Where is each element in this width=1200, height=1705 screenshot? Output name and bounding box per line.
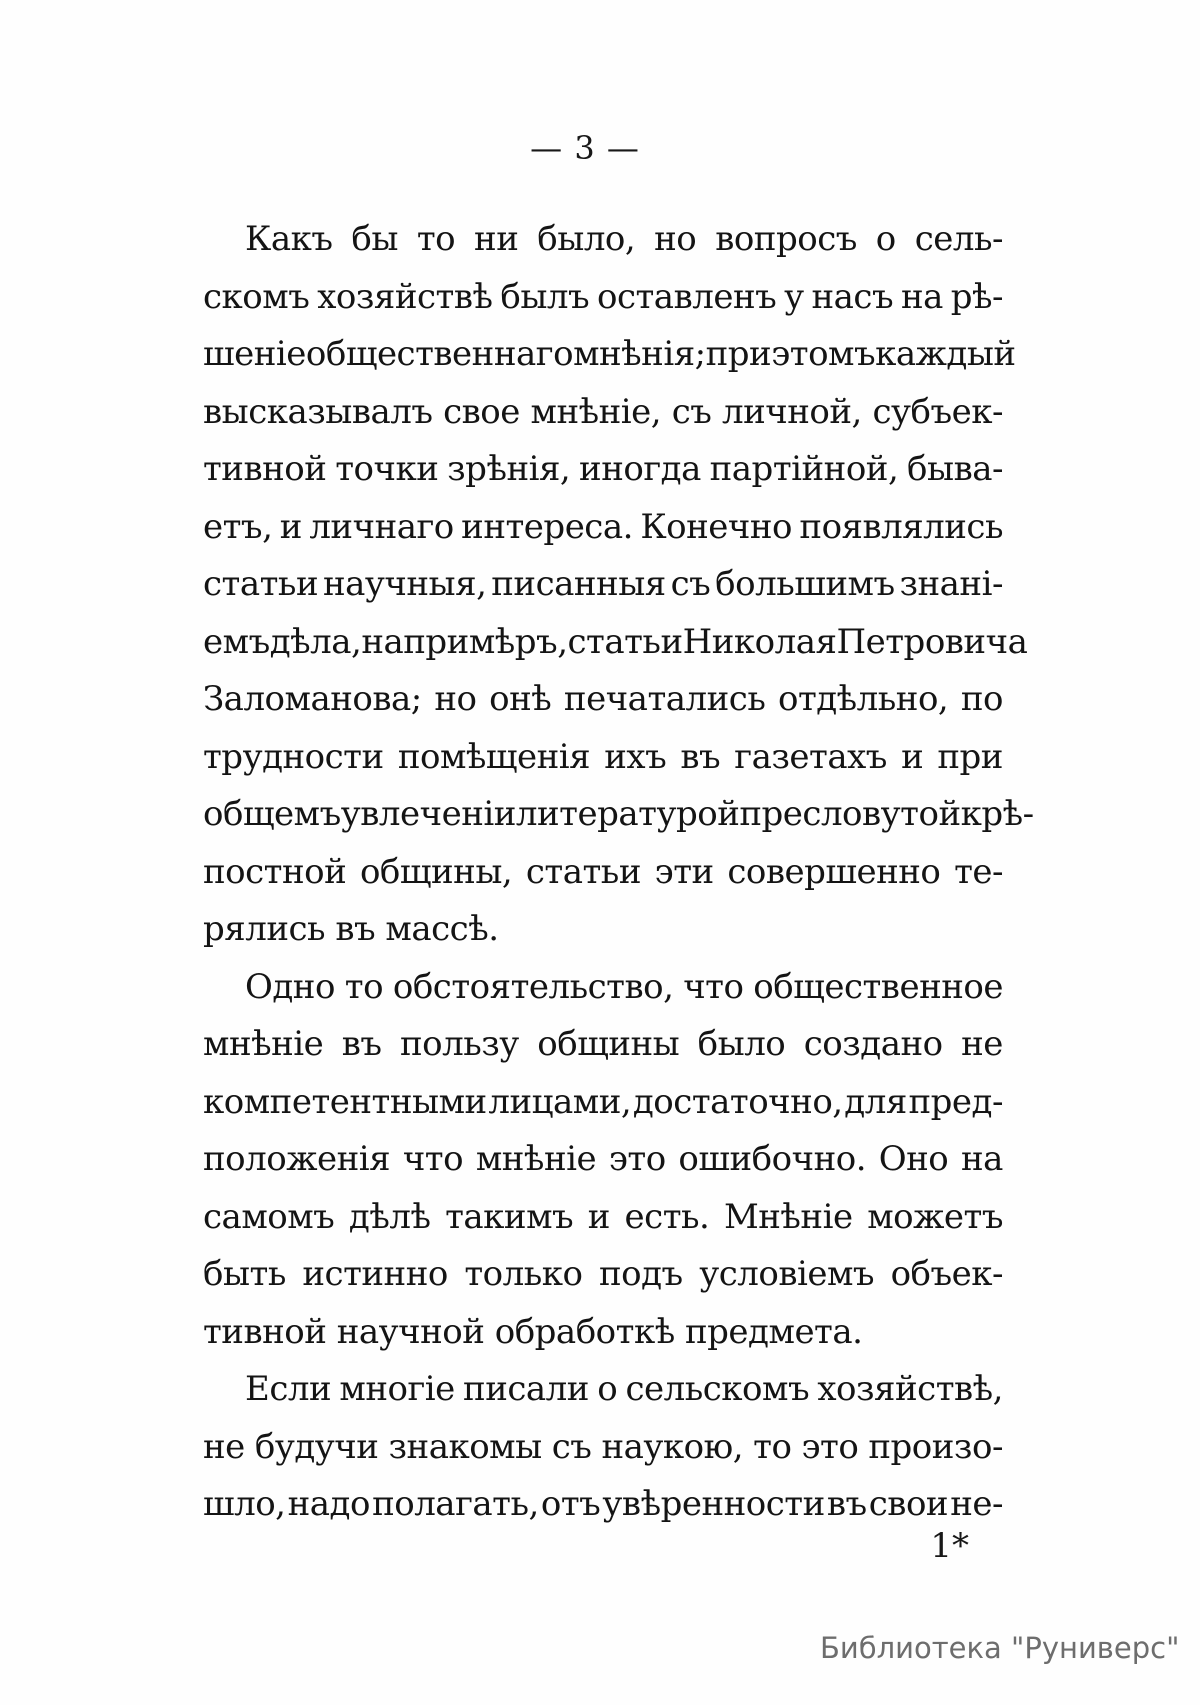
text-line: трудности помѣщенія ихъ въ газетахъ и при — [203, 736, 1003, 777]
text-line: Если многіе писали о сельскомъ хозяйствѣ, — [245, 1369, 1003, 1409]
text-line: самомъ дѣлѣ такимъ и есть. Мнѣніе можетъ — [203, 1196, 1003, 1237]
text-line: шло, надо полагать, отъ увѣренности въ свои не- — [203, 1484, 1003, 1524]
text-line: быть истинно только подъ условіемъ объек- — [203, 1254, 1003, 1294]
text-line: высказывалъ свое мнѣніе, съ личной, субъек- — [203, 391, 1003, 432]
text-line: статьи научныя, писанныя съ большимъ знані- — [203, 564, 1003, 604]
library-watermark: Библиотека "Руниверс" — [820, 1631, 1180, 1665]
text-line: не будучи знакомы съ наукою, то это произо- — [203, 1426, 1003, 1467]
signature-mark: 1* — [930, 1526, 969, 1566]
text-line: компетентными лицами, достаточно, для пред- — [203, 1081, 1003, 1122]
text-line: Заломанова; но онѣ печатались отдѣльно, по — [203, 679, 1003, 719]
text-line: общемъ увлеченіи литературой пресловутой крѣ- — [203, 794, 1034, 834]
text-line: емъ дѣла, напримѣръ, статьи Николая Петровича — [203, 621, 1028, 662]
page-number: — 3 — — [530, 129, 640, 167]
text-line: шеніе общественнаго мнѣнія; при этомъ каждый — [203, 334, 1016, 374]
text-line: Одно то обстоятельство, что общественное — [245, 966, 1003, 1007]
text-line: етъ, и личнаго интереса. Конечно появлялись — [203, 506, 1003, 547]
text-line: постной общины, статьи эти совершенно те- — [203, 851, 1003, 892]
text-line: рялись въ массѣ. — [203, 909, 499, 949]
text-line: положенія что мнѣніе это ошибочно. Оно на — [203, 1139, 1003, 1179]
text-line: тивной точки зрѣнія, иногда партійной, быва- — [203, 449, 1003, 489]
text-line: Какъ бы то ни было, но вопросъ о сель- — [245, 219, 1003, 259]
text-line: скомъ хозяйствѣ былъ оставленъ у насъ на рѣ- — [203, 276, 1003, 317]
text-line: тивной научной обработкѣ предмета. — [203, 1311, 863, 1352]
text-block — [203, 211, 1034, 1534]
text-line: мнѣніе въ пользу общины было создано не — [203, 1024, 1003, 1064]
